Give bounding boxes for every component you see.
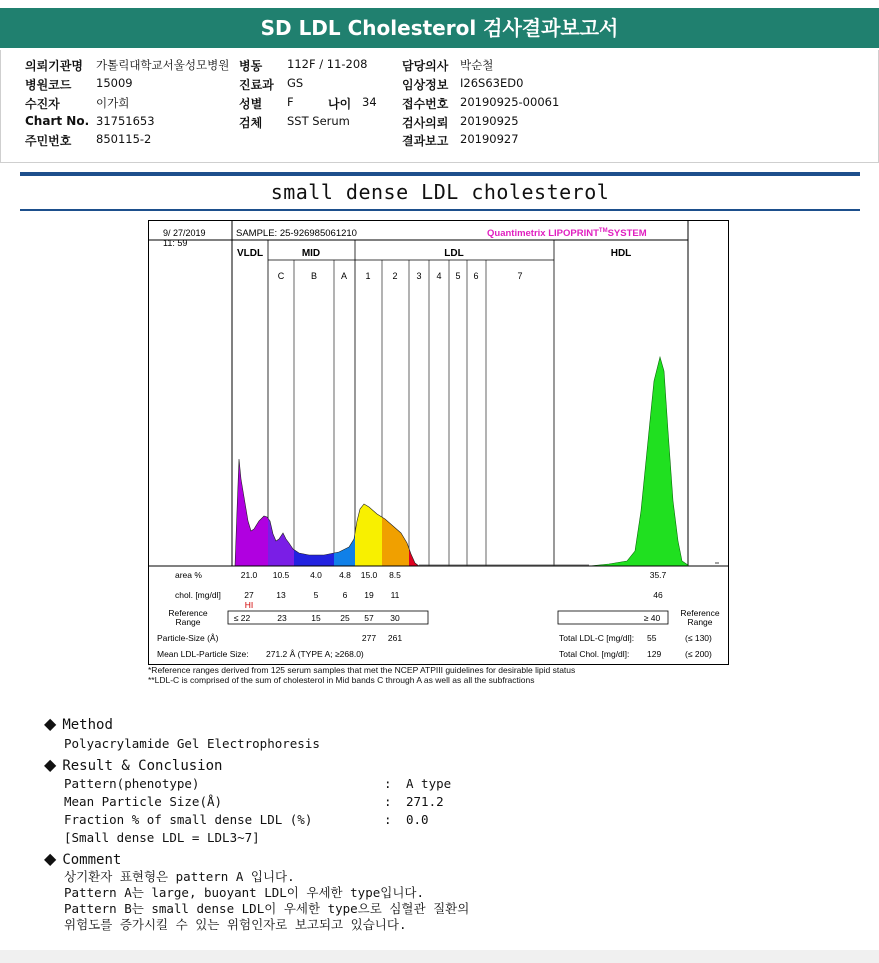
info-label: 성별 <box>239 97 263 111</box>
footnote: *Reference ranges derived from 125 serum samples that met the NCEP ATPIII guidelines for desirable lipid status <box>148 665 576 675</box>
info-row <box>402 132 519 149</box>
particle-value: 277 <box>361 633 377 643</box>
lipoprint-svg <box>149 221 728 664</box>
report-title: SD LDL Cholesterol 검사결과보고서 <box>0 8 879 48</box>
row-label-reference-right: Reference <box>680 608 720 618</box>
hdl-peak <box>419 357 688 566</box>
band-label: 3 <box>416 271 422 281</box>
lipoprint-chart <box>148 220 729 665</box>
method-heading: ◆ Method <box>44 714 113 733</box>
row-label-area: area % <box>175 570 202 580</box>
info-row <box>239 95 294 112</box>
comment-line: Pattern A는 large, buoyant LDL이 우세한 type입니다. <box>64 885 424 900</box>
info-value: GS <box>287 76 304 90</box>
total-chol-ref: (≤ 200) <box>685 649 712 659</box>
info-value: 20190925-00061 <box>460 95 560 109</box>
info-value: 이가희 <box>96 96 130 110</box>
info-label: Chart No. <box>25 114 90 128</box>
chol-value: 13 <box>276 590 286 600</box>
info-value: 20190927 <box>460 132 519 146</box>
total-chol-label: Total Chol. [mg/dl]: <box>559 649 630 659</box>
chol-value: 6 <box>342 590 348 600</box>
info-label: 의뢰기관명 <box>25 59 83 73</box>
info-label: 진료과 <box>239 78 274 92</box>
diamond-bullet-icon: ◆ <box>44 714 57 733</box>
chol-hdl-value: 46 <box>653 590 663 600</box>
band-label: 2 <box>392 271 398 281</box>
area-value: 15.0 <box>360 570 378 580</box>
info-label: 임상정보 <box>402 78 449 92</box>
band-label: A <box>340 271 348 281</box>
info-row <box>402 114 519 131</box>
info-value: 112F / 11-208 <box>287 57 368 71</box>
area-hdl-value: 35.7 <box>649 570 667 580</box>
section-rule-bottom <box>20 209 860 211</box>
area-value: 21.0 <box>240 570 258 580</box>
info-value: 박순철 <box>460 58 494 72</box>
band-label: C <box>277 271 285 281</box>
info-value: 가톨릭대학교서울성모병원 <box>96 58 230 72</box>
particle-value: 261 <box>387 633 403 643</box>
info-label: 담당의사 <box>402 59 449 73</box>
info-value: I26S63ED0 <box>460 76 524 90</box>
info-row <box>402 76 524 93</box>
patient-info-panel <box>0 50 879 163</box>
row-label-reference: Reference <box>168 608 208 618</box>
info-label: 병원코드 <box>25 78 72 92</box>
info-row <box>402 95 560 112</box>
ref-value: 15 <box>311 613 321 623</box>
info-label: 접수번호 <box>402 97 449 111</box>
chol-value: 19 <box>364 590 374 600</box>
bottom-bar <box>0 950 879 963</box>
info-label: 검사의뢰 <box>402 116 449 130</box>
ref-value: 57 <box>364 613 374 623</box>
ref-value: 25 <box>340 613 350 623</box>
brand-name: Quantimetrix LIPOPRINT™SYSTEM <box>487 228 647 239</box>
info-row <box>25 76 133 93</box>
result-heading: ◆ Result & Conclusion <box>44 755 223 774</box>
info-value: 15009 <box>96 76 133 90</box>
info-row <box>402 57 494 74</box>
sample-id: SAMPLE: 25-926985061210 <box>236 228 357 239</box>
info-label: 수진자 <box>25 97 60 111</box>
electrophoresis-curve <box>235 357 719 566</box>
info-value: 34 <box>362 95 377 109</box>
row-label-particle: Particle-Size (Å) <box>157 633 219 643</box>
band-label: 4 <box>436 271 442 281</box>
info-row <box>239 114 350 131</box>
vldl-label: VLDL <box>236 248 264 259</box>
info-value: SST Serum <box>287 114 350 128</box>
total-chol-value: 129 <box>647 649 662 659</box>
comment-line: 상기환자 표현형은 pattern A 입니다. <box>64 869 295 884</box>
diamond-bullet-icon: ◆ <box>44 755 57 774</box>
chol-value: 5 <box>313 590 319 600</box>
method-text: Polyacrylamide Gel Electrophoresis <box>64 736 320 751</box>
band-label: B <box>310 271 318 281</box>
row-label-chol: chol. [mg/dl] <box>175 590 221 600</box>
chol-value: 11 <box>390 590 400 600</box>
total-ldl-label: Total LDL-C [mg/dl]: <box>559 633 635 643</box>
info-value: 31751653 <box>96 114 155 128</box>
info-value: 20190925 <box>460 114 519 128</box>
info-row <box>25 114 155 128</box>
band-label: 5 <box>455 271 461 281</box>
section-rule-top <box>20 172 860 176</box>
area-value: 4.0 <box>310 570 322 580</box>
info-label: 검체 <box>239 116 263 130</box>
diamond-bullet-icon: ◆ <box>44 849 57 868</box>
chart-time: 11: 59 <box>163 238 188 248</box>
result-row: Pattern(phenotype) : A type <box>64 776 452 791</box>
chol-value: 27 <box>244 590 254 600</box>
total-ldl-value: 55 <box>647 633 657 643</box>
footnote: **LDL-C is comprised of the sum of cholesterol in Mid bands C through A as well as all the subfractions <box>148 675 535 685</box>
ref-value: ≤ 22 <box>233 613 251 623</box>
info-value: F <box>287 95 294 109</box>
info-row <box>328 95 377 112</box>
info-row <box>25 132 152 149</box>
ref-value: 30 <box>390 613 400 623</box>
band-label: 1 <box>365 271 371 281</box>
chart-date: 9/ 27/2019 <box>163 228 206 238</box>
info-row <box>239 57 368 74</box>
band-label: 6 <box>473 271 479 281</box>
total-ldl-ref: (≤ 130) <box>685 633 712 643</box>
area-value: 10.5 <box>272 570 290 580</box>
info-label: 주민번호 <box>25 134 72 148</box>
area-value: 4.8 <box>339 570 351 580</box>
section-title: small dense LDL cholesterol <box>270 180 610 204</box>
info-row <box>239 76 304 93</box>
hi-flag: HI <box>244 600 254 610</box>
area-value: 8.5 <box>389 570 401 580</box>
ref-hdl-value: ≥ 40 <box>643 613 661 623</box>
row-label-mean: Mean LDL-Particle Size: <box>157 649 249 659</box>
info-label: 결과보고 <box>402 134 449 148</box>
comment-line: 위험도를 증가시킬 수 있는 위험인자로 보고되고 있습니다. <box>64 917 407 932</box>
ref-value: 23 <box>277 613 287 623</box>
mid-label: MID <box>301 248 321 259</box>
info-row <box>25 57 230 74</box>
row-label-range: Range <box>175 617 201 627</box>
info-label: 나이 <box>328 97 352 111</box>
band-label: 7 <box>517 271 523 281</box>
result-row: Mean Particle Size(Å) : 271.2 <box>64 794 444 809</box>
mean-ldl-value: 271.2 Å (TYPE A; ≥268.0) <box>266 649 364 659</box>
row-label-range-right: Range <box>687 617 713 627</box>
hdl-label: HDL <box>610 248 632 259</box>
comment-heading: ◆ Comment <box>44 849 122 868</box>
result-note: [Small dense LDL = LDL3~7] <box>64 830 260 845</box>
ldl-label: LDL <box>444 248 464 259</box>
comment-line: Pattern B는 small dense LDL이 우세한 type으로 심혈관 질환의 <box>64 901 470 916</box>
info-value: 850115-2 <box>96 132 152 146</box>
result-row: Fraction % of small dense LDL (%) : 0.0 <box>64 812 429 827</box>
info-label: 병동 <box>239 59 263 73</box>
info-row <box>25 95 130 112</box>
